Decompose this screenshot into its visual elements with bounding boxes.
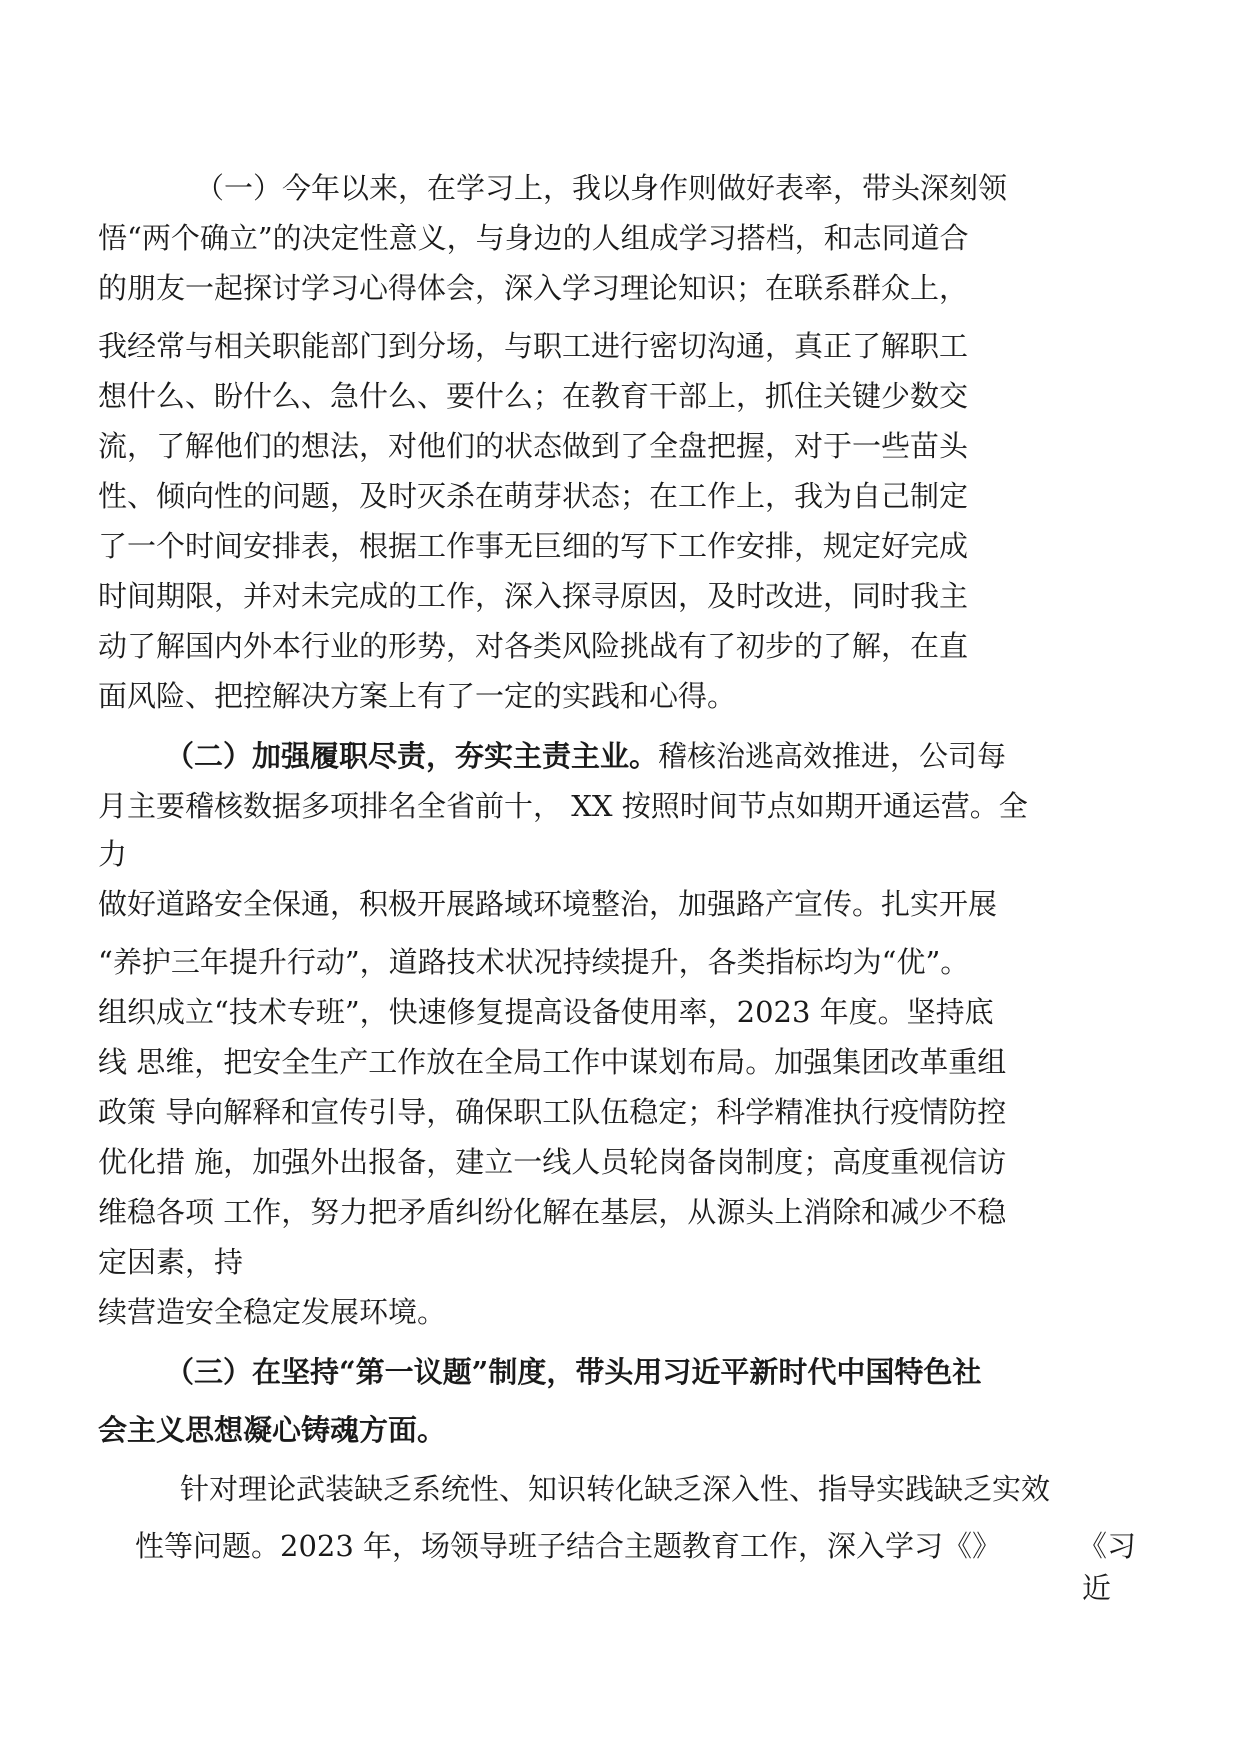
text-line: 了一个时间安排表，根据工作事无巨细的写下工作安排，规定好完成: [98, 529, 969, 563]
text-line: 定因素，持: [98, 1245, 244, 1279]
text-line: 力: [98, 837, 128, 871]
text-line: 我经常与相关职能部门到分场，与职工进行密切沟通，真正了解职工: [98, 329, 969, 363]
text-line: （一）今年以来，在学习上，我以身作则做好表率，带头深刻领: [195, 171, 1008, 205]
text-line: 维稳各项 工作，努力把矛盾纠纷化解在基层，从源头上消除和减少不稳: [98, 1195, 1007, 1229]
text-line: 近: [1082, 1571, 1112, 1605]
text-line: 动了解国内外本行业的形势，对各类风险挑战有了初步的了解，在直: [98, 629, 969, 663]
text-line: “养护三年提升行动”，道路技术状况持续提升，各类指标均为“优”。: [98, 945, 970, 979]
text-line: 政策 导向解释和宣传引导，确保职工队伍稳定；科学精准执行疫情防控: [98, 1095, 1007, 1129]
section-3-heading: 会主义思想凝心铸魂方面。: [98, 1413, 447, 1447]
text-line: 月主要稽核数据多项排名全省前十， XX 按照时间节点如期开通运营。全: [98, 789, 1028, 823]
section-3-heading: （三）在坚持“第一议题”制度，带头用习近平新时代中国特色社: [165, 1355, 982, 1389]
text-line: 性等问题。2023 年，场领导班子结合主题教育工作，深入学习《》: [135, 1529, 1002, 1563]
text-line: 组织成立“技术专班”，快速修复提高设备使用率，2023 年度。坚持底: [98, 995, 994, 1029]
text-line: 做好道路安全保通，积极开展路域环境整治，加强路产宣传。扎实开展: [98, 887, 998, 921]
text-line: 针对理论武装缺乏系统性、知识转化缺乏深入性、指导实践缺乏实效: [180, 1472, 1051, 1506]
section-2-heading: （二）加强履职尽责，夯实主责主业。: [165, 739, 659, 773]
text-line: 《习: [1078, 1529, 1137, 1563]
text-line: 悟“两个确立”的决定性意义，与身边的人组成学习搭档，和志同道合: [98, 221, 969, 255]
text-line: 的朋友一起探讨学习心得体会，深入学习理论知识；在联系群众上，: [98, 271, 969, 305]
text-line: 线 思维，把安全生产工作放在全局工作中谋划布局。加强集团改革重组: [98, 1045, 1007, 1079]
text-line: 时间期限，并对未完成的工作，深入探寻原因，及时改进，同时我主: [98, 579, 969, 613]
text-line: 续营造安全稳定发展环境。: [98, 1295, 447, 1329]
text-line: 优化措 施，加强外出报备，建立一线人员轮岗备岗制度；高度重视信访: [98, 1145, 1007, 1179]
section-2-first-line-rest: 稽核治逃高效推进，公司每: [658, 739, 1007, 773]
section-2-first-line: [165, 738, 1006, 774]
text-line: 想什么、盼什么、急什么、要什么；在教育干部上，抓住关键少数交: [98, 379, 969, 413]
text-line: 性、倾向性的问题，及时灭杀在萌芽状态；在工作上，我为自己制定: [98, 479, 969, 513]
text-line: 面风险、把控解决方案上有了一定的实践和心得。: [98, 679, 737, 713]
text-line: 流，了解他们的想法，对他们的状态做到了全盘把握，对于一些苗头: [98, 429, 969, 463]
